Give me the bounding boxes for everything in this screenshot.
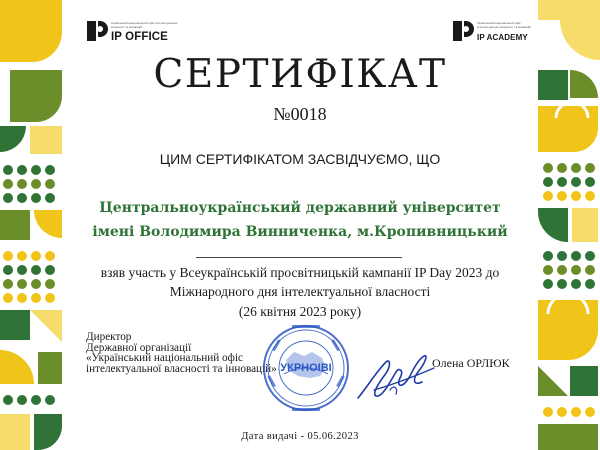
- ip-academy-logo-icon: [452, 20, 474, 42]
- issue-date: Дата видачі - 05.06.2023: [241, 431, 359, 442]
- ip-academy-logo-name: IP ACADEMY: [477, 33, 528, 42]
- signatory-organization-line-3: інтелектуальної власності та інновацій»: [86, 362, 277, 375]
- right-decorative-border: [534, 0, 600, 450]
- ip-academy-logo-subtitle: Український національний офіс інтелектуальної власності та інновацій: [477, 21, 531, 29]
- ip-academy-logo: [452, 20, 539, 42]
- signatory-position: Директор: [86, 331, 132, 343]
- ip-office-logo-subtitle: Український національний офіс інтелектуальної власності та інновацій: [111, 21, 178, 29]
- ip-office-logo-name: IP OFFICE: [111, 31, 168, 43]
- divider: [196, 257, 402, 258]
- seal-center-text: УКРНОІВІ: [280, 362, 332, 374]
- signatory-organization-line-2: «Український національний офіс: [86, 352, 243, 364]
- recipient-name-line-2: імені Володимира Винниченка, м.Кропивницький: [92, 224, 508, 240]
- participation-text-line-1: взяв участь у Всеукраїнській просвітницькій кампанії IP Day 2023 до: [100, 265, 500, 280]
- recipient-name-line-1: Центральноукраїнський державний університет: [99, 200, 501, 216]
- handwritten-signature: [354, 346, 438, 406]
- ip-office-logo-icon: [86, 20, 108, 42]
- ip-office-logo: [86, 20, 181, 43]
- signatory-title-block: [86, 332, 277, 374]
- certify-statement: ЦИМ СЕРТИФІКАТОМ ЗАСВІДЧУЄМО, ЩО: [159, 151, 441, 167]
- signatory-organization-line-1: Державної організації: [86, 341, 192, 354]
- certificate-number: №0018: [273, 104, 327, 124]
- certificate-title: СЕРТИФІКАТ: [153, 52, 447, 97]
- participation-text-line-2: Міжнародного дня інтелектуальної власності: [169, 284, 431, 299]
- signatory-name: Олена ОРЛЮК: [432, 356, 510, 370]
- official-seal-stamp: [262, 324, 350, 412]
- left-decorative-border: [0, 0, 66, 450]
- event-date-text: (26 квітня 2023 року): [238, 304, 362, 319]
